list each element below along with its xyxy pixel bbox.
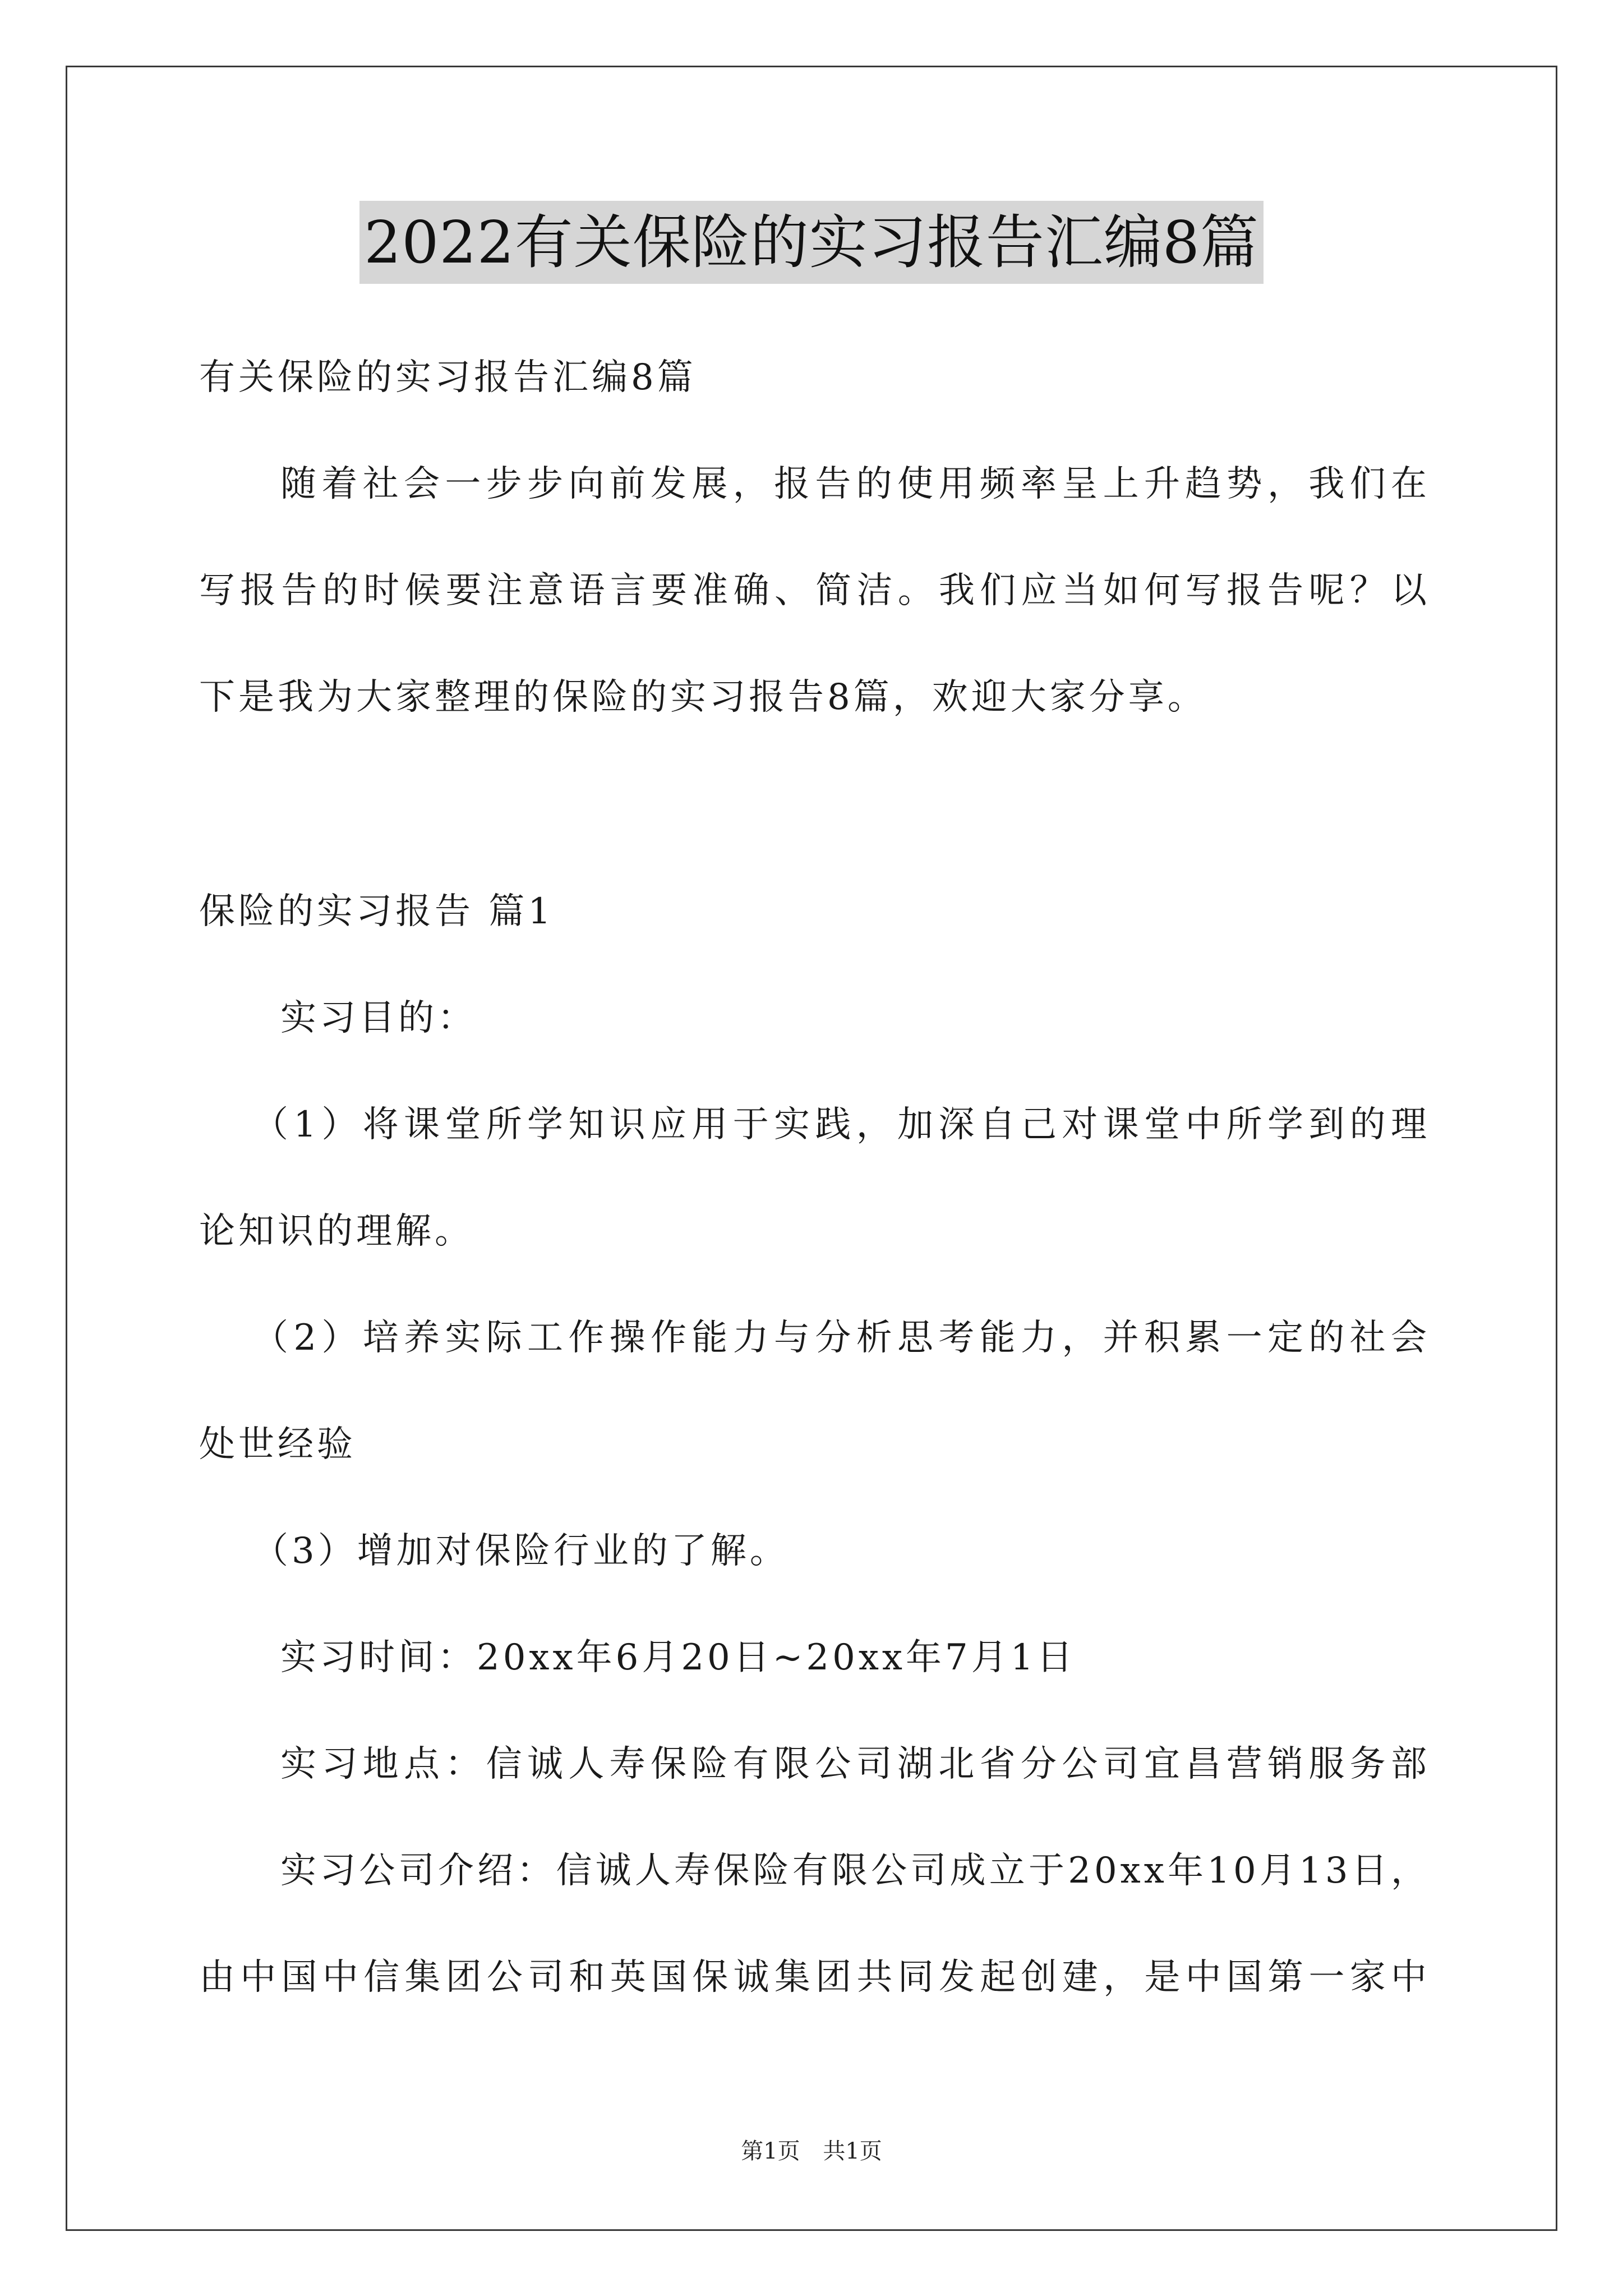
page-number: 第1页 <box>741 2138 800 2164</box>
purpose-item-1: （1）将课堂所学知识应用于实践，加深自己对课堂中所学到的理 <box>252 1104 1430 1145</box>
section-heading: 保险的实习报告 篇1 <box>199 891 555 932</box>
title-container <box>0 201 1623 284</box>
internship-place: 实习地点：信诚人寿保险有限公司湖北省分公司宜昌营销服务部 <box>280 1743 1430 1785</box>
purpose-label: 实习目的： <box>280 997 477 1039</box>
intro-line-1: 随着社会一步步向前发展，报告的使用频率呈上升趋势，我们在 <box>280 463 1430 505</box>
page-total: 共1页 <box>823 2138 882 2164</box>
purpose-item-2-cont: 处世经验 <box>199 1424 356 1465</box>
document-title: 2022有关保险的实习报告汇编8篇 <box>359 201 1264 284</box>
company-intro-line-1: 实习公司介绍：信诚人寿保险有限公司成立于20xx年10月13日， <box>280 1850 1430 1892</box>
intro-line-3: 下是我为大家整理的保险的实习报告8篇，欢迎大家分享。 <box>199 677 1207 718</box>
purpose-item-2: （2）培养实际工作操作能力与分析思考能力，并积累一定的社会 <box>252 1317 1430 1359</box>
purpose-item-1-cont: 论知识的理解。 <box>199 1211 474 1252</box>
purpose-item-3: （3）增加对保险行业的了解。 <box>252 1530 789 1572</box>
subtitle: 有关保险的实习报告汇编8篇 <box>199 357 697 398</box>
intro-line-2: 写报告的时候要注意语言要准确、简洁。我们应当如何写报告呢？以 <box>199 570 1430 611</box>
internship-time: 实习时间：20xx年6月20日~20xx年7月1日 <box>280 1637 1076 1678</box>
company-intro-line-2: 由中国中信集团公司和英国保诚集团共同发起创建，是中国第一家中 <box>199 1957 1430 1998</box>
page-footer <box>0 2134 1623 2168</box>
